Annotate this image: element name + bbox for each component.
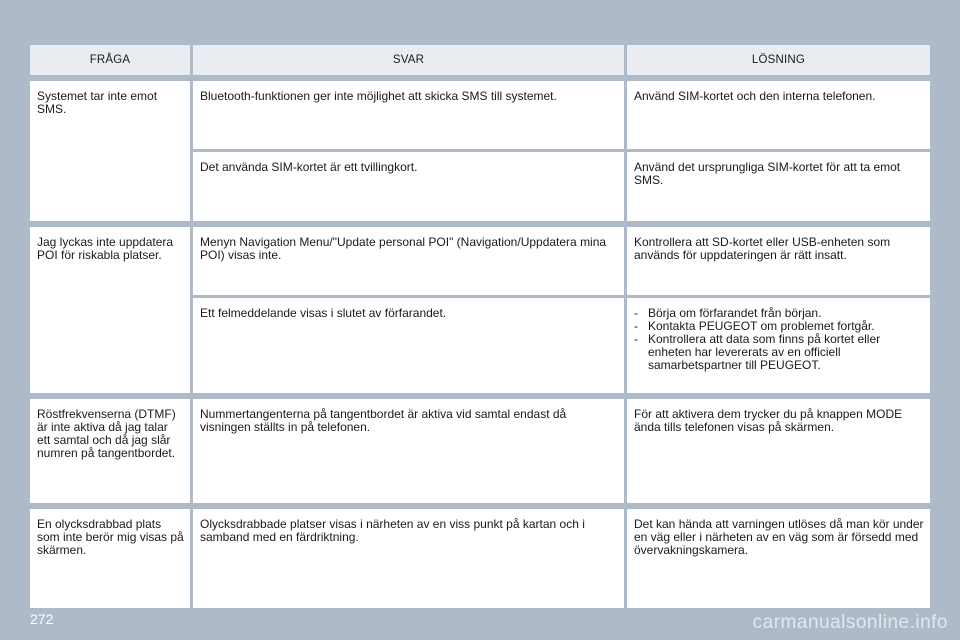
solution-list [634, 307, 924, 372]
header-answer: SVAR [193, 45, 624, 75]
solution-cell: Använd SIM-kortet och den interna telefonen. [627, 81, 930, 149]
watermark: carmanualsonline.info [752, 612, 948, 633]
solution-cell: Använd det ursprungliga SIM-kortet för att ta emot SMS. [627, 152, 930, 221]
answer-cell: Bluetooth-funktionen ger inte möjlighet att skicka SMS till systemet. [193, 81, 624, 149]
answer-cell: Olycksdrabbade platser visas i närheten av en viss punkt på kartan och i samband med en färdriktning. [193, 509, 624, 608]
solution-cell [627, 298, 930, 393]
solution-list-item: - Kontakta PEUGEOT om problemet fortgår. [634, 320, 924, 333]
answer-cell: Ett felmeddelande visas i slutet av förfarandet. [193, 298, 624, 393]
answer-cell: Det använda SIM-kortet är ett tvillingkort. [193, 152, 624, 221]
question-cell: En olycksdrabbad plats som inte berör mig visas på skärmen. [30, 509, 190, 608]
solution-cell: Kontrollera att SD-kortet eller USB-enheten som används för uppdateringen är rätt insatt. [627, 227, 930, 295]
answer-cell: Nummertangenterna på tangentbordet är aktiva vid samtal endast då visningen ställts in på telefonen. [193, 399, 624, 503]
solution-list-item: - Kontrollera att data som finns på kortet eller enheten har levererats av en officiell samarbetspartner till PEUGEOT. [634, 333, 924, 372]
question-cell: Systemet tar inte emot SMS. [30, 81, 190, 221]
page-number: 272 [30, 611, 54, 627]
solution-cell: Det kan hända att varningen utlöses då man kör under en väg eller i närheten av en väg som är försedd med övervakningskamera. [627, 509, 930, 608]
solution-list-item: - Börja om förfarandet från början. [634, 307, 924, 320]
question-cell: Jag lyckas inte uppdatera POI för riskabla platser. [30, 227, 190, 393]
solution-cell: För att aktivera dem trycker du på knappen MODE ända tills telefonen visas på skärmen. [627, 399, 930, 503]
question-cell: Röstfrekvenserna (DTMF) är inte aktiva då jag talar ett samtal och då jag slår numren på tangentbordet. [30, 399, 190, 503]
answer-cell: Menyn Navigation Menu/"Update personal POI" (Navigation/Uppdatera mina POI) visas inte. [193, 227, 624, 295]
header-question: FRÅGA [30, 45, 190, 75]
header-solution: LÖSNING [627, 45, 930, 75]
